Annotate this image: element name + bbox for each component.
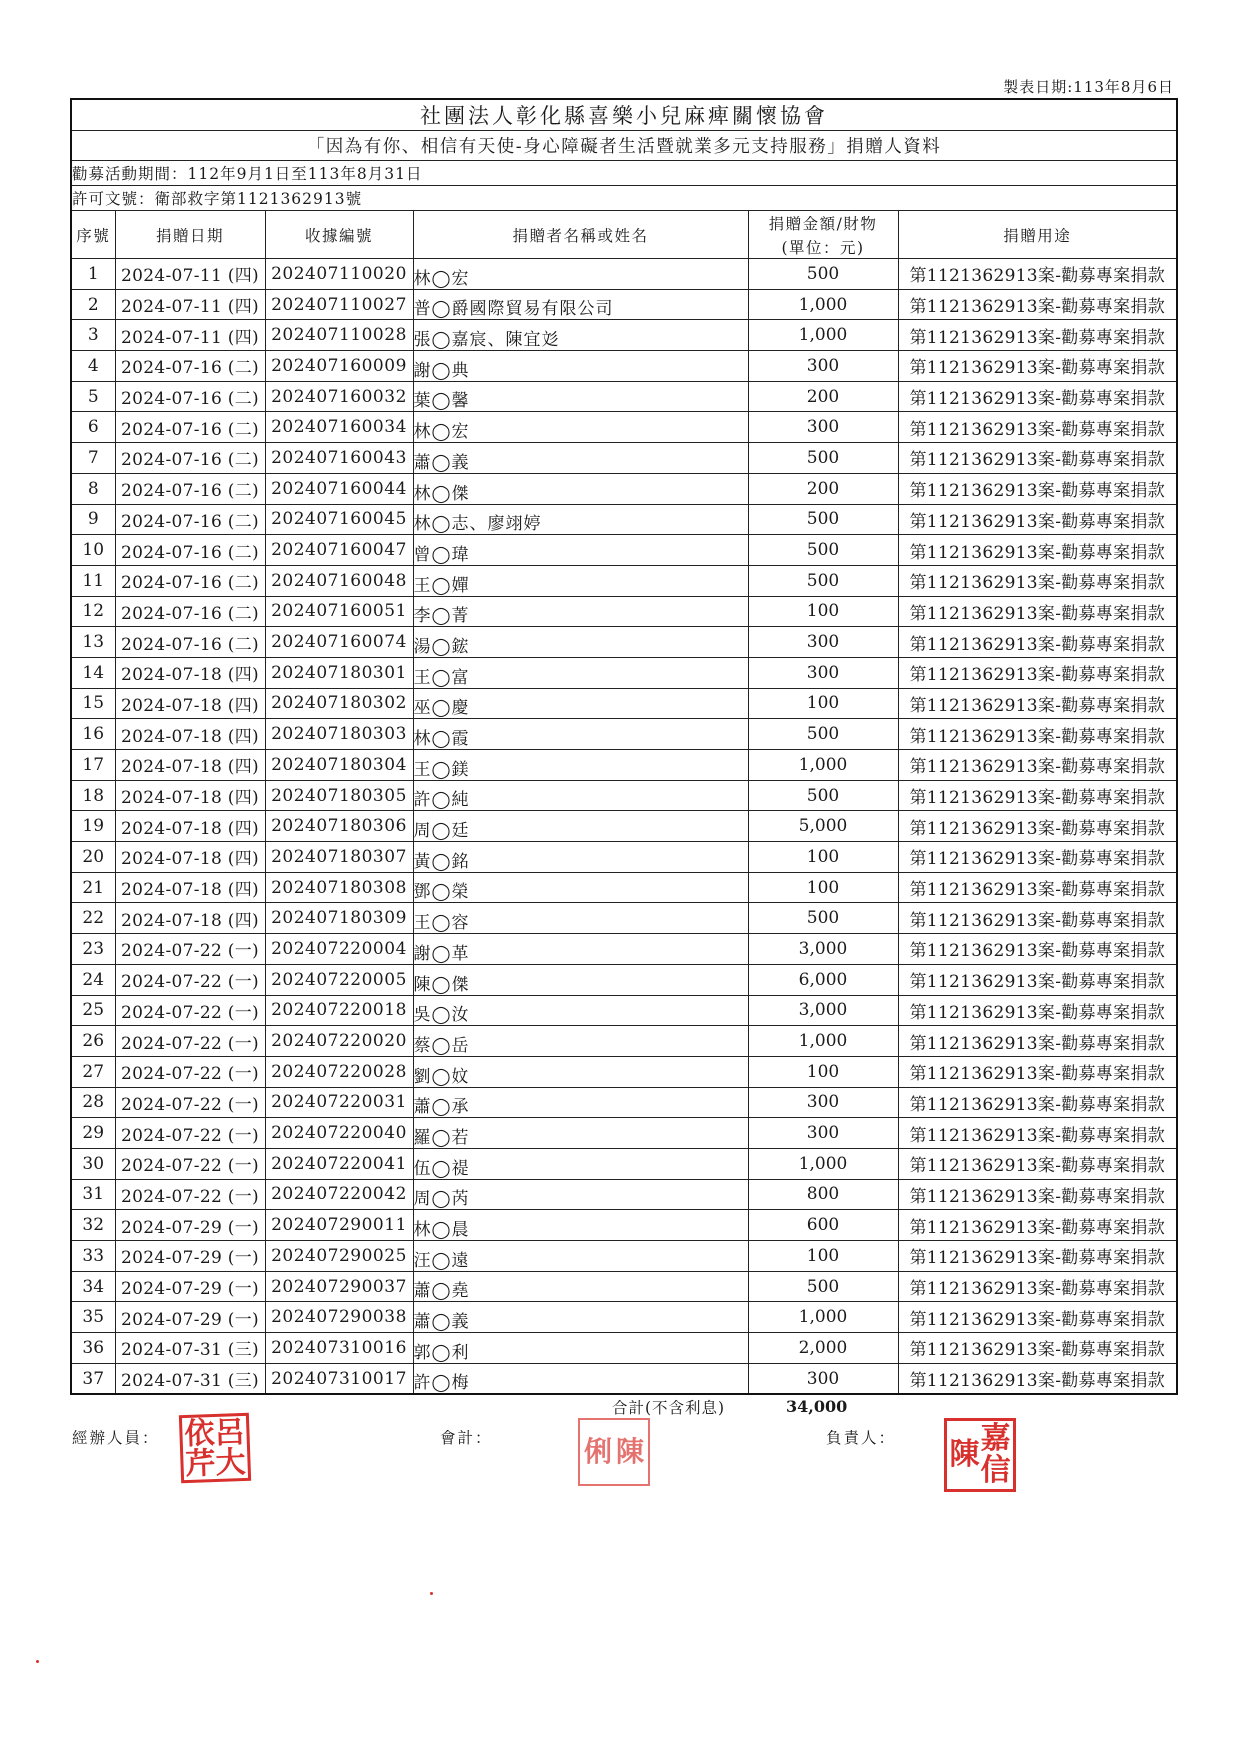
donation-date: 2024-07-16 (二): [115, 535, 265, 566]
receipt-number: 202407180301: [265, 657, 413, 688]
row-index: 5: [71, 381, 115, 412]
donation-date: 2024-07-16 (二): [115, 412, 265, 443]
receipt-number: 202407220020: [265, 1026, 413, 1057]
donation-purpose: 第1121362913案-勸募專案捐款: [898, 1056, 1177, 1087]
receipt-number: 202407110020: [265, 259, 413, 290]
donation-amount: 100: [748, 1056, 898, 1087]
donation-amount: 300: [748, 657, 898, 688]
donation-purpose: 第1121362913案-勸募專案捐款: [898, 320, 1177, 351]
donation-date: 2024-07-18 (四): [115, 657, 265, 688]
donation-date: 2024-07-16 (二): [115, 443, 265, 474]
row-index: 8: [71, 473, 115, 504]
receipt-number: 202407290011: [265, 1210, 413, 1241]
donation-date: 2024-07-18 (四): [115, 842, 265, 873]
receipt-number: 202407180306: [265, 811, 413, 842]
donor-name: 謝◯典: [413, 351, 748, 382]
receipt-number: 202407160048: [265, 565, 413, 596]
row-index: 34: [71, 1271, 115, 1302]
donation-purpose: 第1121362913案-勸募專案捐款: [898, 1179, 1177, 1210]
receipt-number: 202407180307: [265, 842, 413, 873]
donor-name: 周◯廷: [413, 811, 748, 842]
donation-date: 2024-07-11 (四): [115, 259, 265, 290]
receipt-number: 202407220031: [265, 1087, 413, 1118]
row-index: 24: [71, 964, 115, 995]
donor-name: 陳◯傑: [413, 964, 748, 995]
table-row: [71, 842, 1177, 873]
table-row: [71, 811, 1177, 842]
donation-date: 2024-07-16 (二): [115, 596, 265, 627]
donation-date: 2024-07-16 (二): [115, 381, 265, 412]
donor-name: 蕭◯義: [413, 443, 748, 474]
donor-name: 蕭◯義: [413, 1302, 748, 1333]
donation-date: 2024-07-16 (二): [115, 504, 265, 535]
donation-amount: 500: [748, 1271, 898, 1302]
donation-purpose: 第1121362913案-勸募專案捐款: [898, 1118, 1177, 1149]
donor-name: 李◯菁: [413, 596, 748, 627]
donation-amount: 300: [748, 1118, 898, 1149]
donation-amount: 1,000: [748, 1302, 898, 1333]
row-index: 36: [71, 1333, 115, 1364]
donation-purpose: 第1121362913案-勸募專案捐款: [898, 351, 1177, 382]
table-row: [71, 627, 1177, 658]
donor-name: 王◯嬋: [413, 565, 748, 596]
table-row: [71, 1271, 1177, 1302]
receipt-number: 202407160032: [265, 381, 413, 412]
header-date: 捐贈日期: [115, 211, 265, 259]
header-receipt: 收據編號: [265, 211, 413, 259]
donor-name: 汪◯遠: [413, 1241, 748, 1272]
table-row: [71, 903, 1177, 934]
donor-name: 黃◯銘: [413, 842, 748, 873]
donor-name: 王◯容: [413, 903, 748, 934]
donation-purpose: 第1121362913案-勸募專案捐款: [898, 964, 1177, 995]
row-index: 27: [71, 1056, 115, 1087]
donation-purpose: 第1121362913案-勸募專案捐款: [898, 872, 1177, 903]
donor-name: 劉◯妏: [413, 1056, 748, 1087]
donor-name: 林◯宏: [413, 412, 748, 443]
row-index: 2: [71, 289, 115, 320]
receipt-number: 202407220042: [265, 1179, 413, 1210]
donation-amount: 500: [748, 443, 898, 474]
table-row: [71, 535, 1177, 566]
donation-date: 2024-07-18 (四): [115, 688, 265, 719]
red-speck: [36, 1660, 39, 1663]
row-index: 19: [71, 811, 115, 842]
donation-date: 2024-07-18 (四): [115, 750, 265, 781]
table-row: [71, 1118, 1177, 1149]
receipt-number: 202407180304: [265, 750, 413, 781]
donor-name: 巫◯慶: [413, 688, 748, 719]
donor-name: 許◯梅: [413, 1363, 748, 1394]
table-row: [71, 1363, 1177, 1394]
receipt-number: 202407180308: [265, 872, 413, 903]
donor-name: 林◯霞: [413, 719, 748, 750]
table-row: [71, 995, 1177, 1026]
donation-purpose: 第1121362913案-勸募專案捐款: [898, 1148, 1177, 1179]
row-index: 6: [71, 412, 115, 443]
donation-purpose: 第1121362913案-勸募專案捐款: [898, 473, 1177, 504]
donation-purpose: 第1121362913案-勸募專案捐款: [898, 1363, 1177, 1394]
receipt-number: 202407160051: [265, 596, 413, 627]
accountant-label: 會計：: [440, 1429, 493, 1447]
donation-purpose: 第1121362913案-勸募專案捐款: [898, 811, 1177, 842]
receipt-number: 202407290038: [265, 1302, 413, 1333]
donation-date: 2024-07-16 (二): [115, 565, 265, 596]
row-index: 25: [71, 995, 115, 1026]
donation-amount: 1,000: [748, 750, 898, 781]
table-row: [71, 1056, 1177, 1087]
donation-purpose: 第1121362913案-勸募專案捐款: [898, 1087, 1177, 1118]
donation-purpose: 第1121362913案-勸募專案捐款: [898, 627, 1177, 658]
donation-date: 2024-07-16 (二): [115, 351, 265, 382]
donation-amount: 1,000: [748, 289, 898, 320]
donor-name: 王◯富: [413, 657, 748, 688]
document-subtitle: 「因為有你、相信有天使-身心障礙者生活暨就業多元支持服務」捐贈人資料: [71, 131, 1177, 161]
donation-amount: 300: [748, 1087, 898, 1118]
donation-amount: 300: [748, 627, 898, 658]
total-label: 合計(不含利息): [612, 1399, 726, 1417]
table-row: [71, 289, 1177, 320]
donation-amount: 300: [748, 351, 898, 382]
donor-name: 湯◯鋐: [413, 627, 748, 658]
donor-name: 曾◯瑋: [413, 535, 748, 566]
receipt-number: 202407180305: [265, 780, 413, 811]
donation-amount: 100: [748, 596, 898, 627]
donation-amount: 2,000: [748, 1333, 898, 1364]
donation-purpose: 第1121362913案-勸募專案捐款: [898, 934, 1177, 965]
donation-amount: 5,000: [748, 811, 898, 842]
donation-purpose: 第1121362913案-勸募專案捐款: [898, 842, 1177, 873]
row-index: 10: [71, 535, 115, 566]
donation-purpose: 第1121362913案-勸募專案捐款: [898, 289, 1177, 320]
donation-amount: 300: [748, 1363, 898, 1394]
receipt-number: 202407160047: [265, 535, 413, 566]
row-index: 3: [71, 320, 115, 351]
donor-name: 王◯鎂: [413, 750, 748, 781]
donor-name: 林◯宏: [413, 259, 748, 290]
donation-date: 2024-07-18 (四): [115, 780, 265, 811]
row-index: 18: [71, 780, 115, 811]
header-amount: 捐贈金額/財物: [748, 211, 898, 236]
donation-amount: 500: [748, 504, 898, 535]
receipt-number: 202407180303: [265, 719, 413, 750]
donation-date: 2024-07-11 (四): [115, 289, 265, 320]
table-row: [71, 351, 1177, 382]
donation-date: 2024-07-22 (一): [115, 1148, 265, 1179]
donation-amount: 100: [748, 1241, 898, 1272]
responsible-seal: 嘉 陳 信: [944, 1418, 1016, 1492]
table-row: [71, 1087, 1177, 1118]
receipt-number: 202407160045: [265, 504, 413, 535]
receipt-number: 202407290025: [265, 1241, 413, 1272]
row-index: 31: [71, 1179, 115, 1210]
donation-date: 2024-07-18 (四): [115, 811, 265, 842]
campaign-period: 勸募活動期間：112年9月1日至113年8月31日: [71, 161, 1177, 186]
row-index: 22: [71, 903, 115, 934]
row-index: 33: [71, 1241, 115, 1272]
table-row: [71, 1210, 1177, 1241]
donation-amount: 100: [748, 688, 898, 719]
donation-purpose: 第1121362913案-勸募專案捐款: [898, 1241, 1177, 1272]
donation-amount: 1,000: [748, 1148, 898, 1179]
donor-name: 普◯爵國際貿易有限公司: [413, 289, 748, 320]
donation-date: 2024-07-18 (四): [115, 719, 265, 750]
row-index: 23: [71, 934, 115, 965]
donor-table: [70, 98, 1178, 1395]
table-row: [71, 872, 1177, 903]
receipt-number: 202407310017: [265, 1363, 413, 1394]
donor-name: 謝◯革: [413, 934, 748, 965]
donation-amount: 600: [748, 1210, 898, 1241]
donation-purpose: 第1121362913案-勸募專案捐款: [898, 719, 1177, 750]
row-index: 7: [71, 443, 115, 474]
donor-name: 吳◯汝: [413, 995, 748, 1026]
donation-amount: 500: [748, 259, 898, 290]
donation-date: 2024-07-16 (二): [115, 473, 265, 504]
donation-purpose: 第1121362913案-勸募專案捐款: [898, 412, 1177, 443]
row-index: 15: [71, 688, 115, 719]
donor-name: 蕭◯承: [413, 1087, 748, 1118]
donation-date: 2024-07-11 (四): [115, 320, 265, 351]
table-row: [71, 381, 1177, 412]
donation-date: 2024-07-29 (一): [115, 1241, 265, 1272]
donation-purpose: 第1121362913案-勸募專案捐款: [898, 535, 1177, 566]
table-row: [71, 596, 1177, 627]
donation-date: 2024-07-16 (二): [115, 627, 265, 658]
donation-purpose: 第1121362913案-勸募專案捐款: [898, 903, 1177, 934]
row-index: 29: [71, 1118, 115, 1149]
donation-amount: 500: [748, 903, 898, 934]
table-row: [71, 1333, 1177, 1364]
receipt-number: 202407220005: [265, 964, 413, 995]
donation-purpose: 第1121362913案-勸募專案捐款: [898, 596, 1177, 627]
donation-date: 2024-07-22 (一): [115, 1056, 265, 1087]
row-index: 32: [71, 1210, 115, 1241]
donation-date: 2024-07-18 (四): [115, 903, 265, 934]
table-row: [71, 780, 1177, 811]
row-index: 9: [71, 504, 115, 535]
donation-amount: 100: [748, 842, 898, 873]
made-date: 製表日期:113年8月6日: [1003, 78, 1174, 96]
receipt-number: 202407180309: [265, 903, 413, 934]
donation-purpose: 第1121362913案-勸募專案捐款: [898, 504, 1177, 535]
donation-purpose: 第1121362913案-勸募專案捐款: [898, 1302, 1177, 1333]
table-row: [71, 1302, 1177, 1333]
header-idx: 序號: [71, 211, 115, 259]
donation-date: 2024-07-18 (四): [115, 872, 265, 903]
row-index: 26: [71, 1026, 115, 1057]
table-row: [71, 934, 1177, 965]
donation-purpose: 第1121362913案-勸募專案捐款: [898, 381, 1177, 412]
donation-date: 2024-07-29 (一): [115, 1210, 265, 1241]
donation-date: 2024-07-22 (一): [115, 1087, 265, 1118]
donation-purpose: 第1121362913案-勸募專案捐款: [898, 995, 1177, 1026]
table-row: [71, 750, 1177, 781]
row-index: 20: [71, 842, 115, 873]
table-row: [71, 473, 1177, 504]
donation-amount: 500: [748, 535, 898, 566]
row-index: 1: [71, 259, 115, 290]
donation-amount: 500: [748, 780, 898, 811]
donation-purpose: 第1121362913案-勸募專案捐款: [898, 688, 1177, 719]
table-row: [71, 259, 1177, 290]
table-row: [71, 657, 1177, 688]
receipt-number: 202407180302: [265, 688, 413, 719]
donation-purpose: 第1121362913案-勸募專案捐款: [898, 1333, 1177, 1364]
donation-amount: 200: [748, 473, 898, 504]
table-row: [71, 688, 1177, 719]
row-index: 30: [71, 1148, 115, 1179]
donor-name: 鄧◯榮: [413, 872, 748, 903]
table-row: [71, 412, 1177, 443]
donation-date: 2024-07-22 (一): [115, 995, 265, 1026]
row-index: 13: [71, 627, 115, 658]
receipt-number: 202407160044: [265, 473, 413, 504]
donation-purpose: 第1121362913案-勸募專案捐款: [898, 1210, 1177, 1241]
donor-name: 張◯嘉宸、陳宜彣: [413, 320, 748, 351]
donation-purpose: 第1121362913案-勸募專案捐款: [898, 750, 1177, 781]
donation-amount: 100: [748, 872, 898, 903]
header-donor: 捐贈者名稱或姓名: [413, 211, 748, 259]
donation-purpose: 第1121362913案-勸募專案捐款: [898, 565, 1177, 596]
table-row: [71, 320, 1177, 351]
receipt-number: 202407160043: [265, 443, 413, 474]
receipt-number: 202407220041: [265, 1148, 413, 1179]
donation-amount: 800: [748, 1179, 898, 1210]
donation-amount: 3,000: [748, 934, 898, 965]
donation-amount: 3,000: [748, 995, 898, 1026]
table-row: [71, 1179, 1177, 1210]
donor-name: 周◯芮: [413, 1179, 748, 1210]
row-index: 21: [71, 872, 115, 903]
total-value: 34,000: [786, 1397, 848, 1416]
donor-name: 蔡◯岳: [413, 1026, 748, 1057]
table-row: [71, 443, 1177, 474]
donation-purpose: 第1121362913案-勸募專案捐款: [898, 780, 1177, 811]
donation-amount: 500: [748, 719, 898, 750]
donation-amount: 200: [748, 381, 898, 412]
donor-name: 林◯傑: [413, 473, 748, 504]
donor-name: 林◯晨: [413, 1210, 748, 1241]
donation-purpose: 第1121362913案-勸募專案捐款: [898, 1271, 1177, 1302]
receipt-number: 202407220040: [265, 1118, 413, 1149]
donor-name: 郭◯利: [413, 1333, 748, 1364]
donation-purpose: 第1121362913案-勸募專案捐款: [898, 259, 1177, 290]
donation-date: 2024-07-22 (一): [115, 1179, 265, 1210]
receipt-number: 202407220018: [265, 995, 413, 1026]
donation-date: 2024-07-22 (一): [115, 964, 265, 995]
donor-name: 羅◯若: [413, 1118, 748, 1149]
handler-seal: 依 呂 芹 大: [179, 1413, 251, 1483]
org-title: 社團法人彰化縣喜樂小兒麻痺關懷協會: [71, 99, 1177, 131]
receipt-number: 202407220028: [265, 1056, 413, 1087]
donation-amount: 300: [748, 412, 898, 443]
donation-date: 2024-07-31 (三): [115, 1333, 265, 1364]
row-index: 37: [71, 1363, 115, 1394]
donation-amount: 6,000: [748, 964, 898, 995]
table-row: [71, 565, 1177, 596]
receipt-number: 202407290037: [265, 1271, 413, 1302]
table-row: [71, 1148, 1177, 1179]
receipt-number: 202407110028: [265, 320, 413, 351]
donation-date: 2024-07-29 (一): [115, 1302, 265, 1333]
responsible-label: 負責人：: [826, 1429, 897, 1447]
receipt-number: 202407220004: [265, 934, 413, 965]
donation-date: 2024-07-22 (一): [115, 1118, 265, 1149]
table-row: [71, 964, 1177, 995]
donation-purpose: 第1121362913案-勸募專案捐款: [898, 1026, 1177, 1057]
donation-purpose: 第1121362913案-勸募專案捐款: [898, 443, 1177, 474]
row-index: 11: [71, 565, 115, 596]
permit-number: 許可文號：衛部救字第1121362913號: [71, 186, 1177, 211]
receipt-number: 202407160009: [265, 351, 413, 382]
receipt-number: 202407160074: [265, 627, 413, 658]
header-unit: (單位：元): [748, 235, 898, 259]
table-row: [71, 504, 1177, 535]
row-index: 17: [71, 750, 115, 781]
donation-amount: 1,000: [748, 320, 898, 351]
donor-name: 伍◯禔: [413, 1148, 748, 1179]
row-index: 14: [71, 657, 115, 688]
accountant-seal: 俐 陳: [578, 1418, 650, 1486]
table-row: [71, 1241, 1177, 1272]
table-row: [71, 719, 1177, 750]
donation-amount: 1,000: [748, 1026, 898, 1057]
row-index: 12: [71, 596, 115, 627]
donation-date: 2024-07-31 (三): [115, 1363, 265, 1394]
donor-name: 葉◯馨: [413, 381, 748, 412]
handler-label: 經辦人員：: [72, 1429, 160, 1447]
red-speck: [430, 1592, 433, 1595]
row-index: 16: [71, 719, 115, 750]
donation-date: 2024-07-29 (一): [115, 1271, 265, 1302]
donation-amount: 500: [748, 565, 898, 596]
donation-date: 2024-07-22 (一): [115, 1026, 265, 1057]
donation-purpose: 第1121362913案-勸募專案捐款: [898, 657, 1177, 688]
row-index: 4: [71, 351, 115, 382]
receipt-number: 202407110027: [265, 289, 413, 320]
header-purpose: 捐贈用途: [898, 211, 1177, 259]
table-row: [71, 1026, 1177, 1057]
row-index: 35: [71, 1302, 115, 1333]
donor-name: 蕭◯堯: [413, 1271, 748, 1302]
donation-date: 2024-07-22 (一): [115, 934, 265, 965]
row-index: 28: [71, 1087, 115, 1118]
receipt-number: 202407310016: [265, 1333, 413, 1364]
donor-name: 許◯純: [413, 780, 748, 811]
receipt-number: 202407160034: [265, 412, 413, 443]
donor-name: 林◯志、廖翊婷: [413, 504, 748, 535]
